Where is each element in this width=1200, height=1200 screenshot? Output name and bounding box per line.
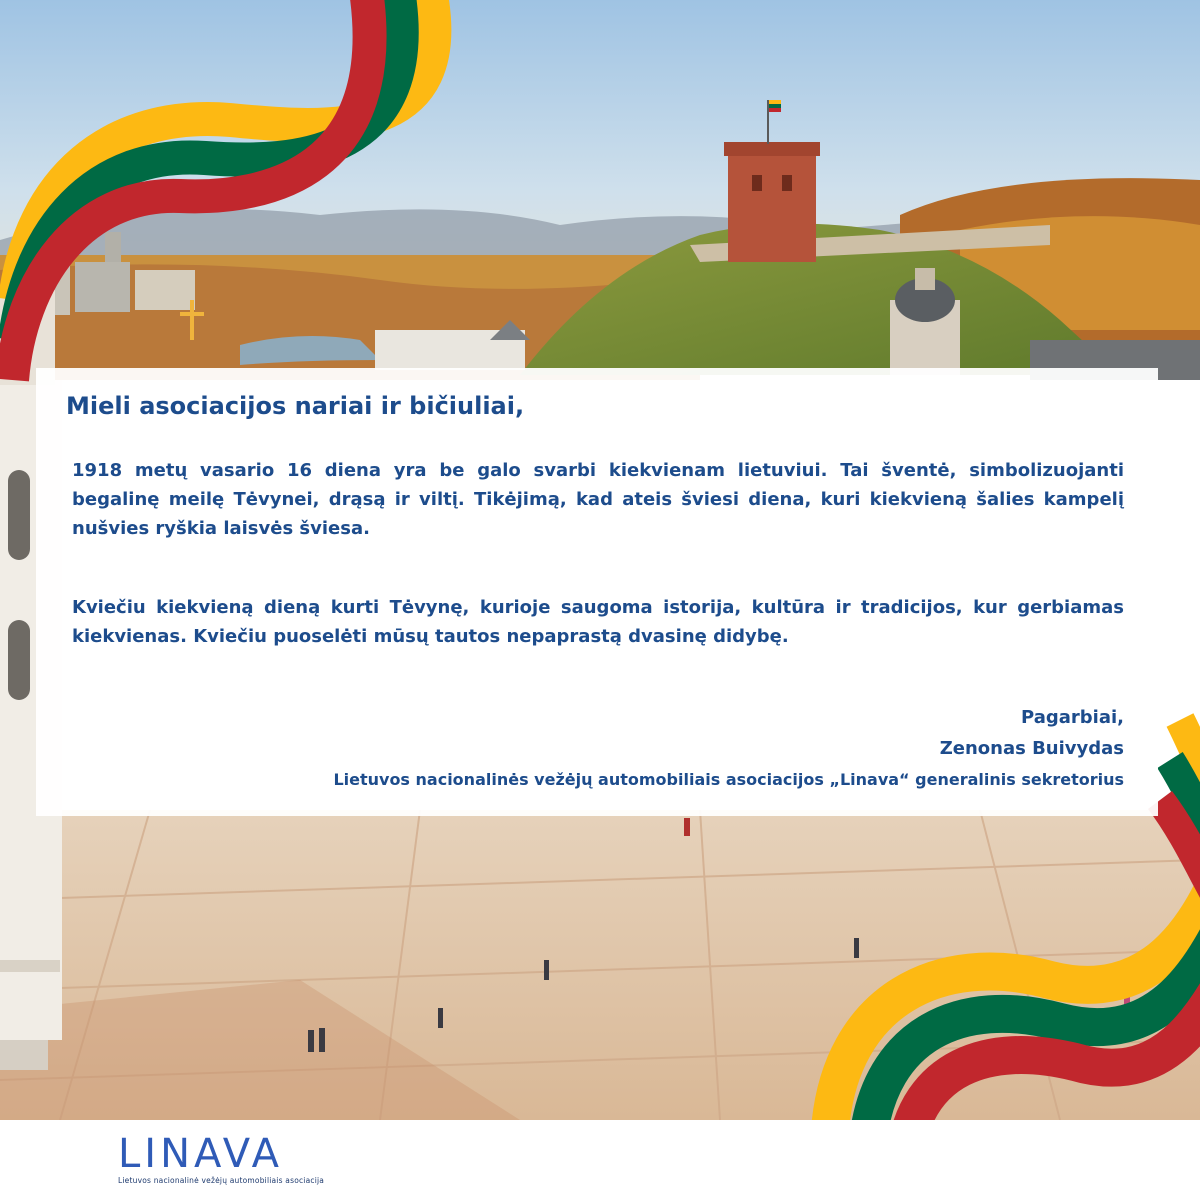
- signer-role: Lietuvos nacionalinės vežėjų automobiliais asociacijos „Linava“ generalinis sekretorius: [333, 770, 1124, 789]
- greeting-heading: Mieli asociacijos nariai ir bičiuliai,: [66, 392, 525, 420]
- message-card: [36, 368, 1158, 816]
- message-paragraph-2: Kviečiu kiekvieną dieną kurti Tėvynę, kurioje saugoma istorija, kultūra ir tradicijos, kur gerbiamas kiekvienas. Kviečiu puoselėti mūsų tautos nepaprastą dvasinę didybę.: [72, 597, 1124, 647]
- linava-logo[interactable]: [118, 1132, 338, 1192]
- logo-wordmark: LINAVA: [118, 1131, 283, 1177]
- message-paragraph-1: 1918 metų vasario 16 diena yra be galo svarbi kiekvienam lietuviui. Tai šventė, simbolizuojanti begalinę meilę Tėvynei, drąsą ir viltį. Tikėjimą, kad ateis šviesi diena, kuri kiekvieną šalies kampelį nušvies ryškia laisvės šviesa.: [72, 460, 1124, 539]
- logo-subtitle: Lietuvos nacionalinė vežėjų automobiliais asociacija: [118, 1176, 325, 1185]
- signature-block: [333, 702, 1124, 795]
- signer-name: Zenonas Buivydas: [939, 738, 1124, 759]
- closing-text: Pagarbiai,: [1021, 707, 1124, 728]
